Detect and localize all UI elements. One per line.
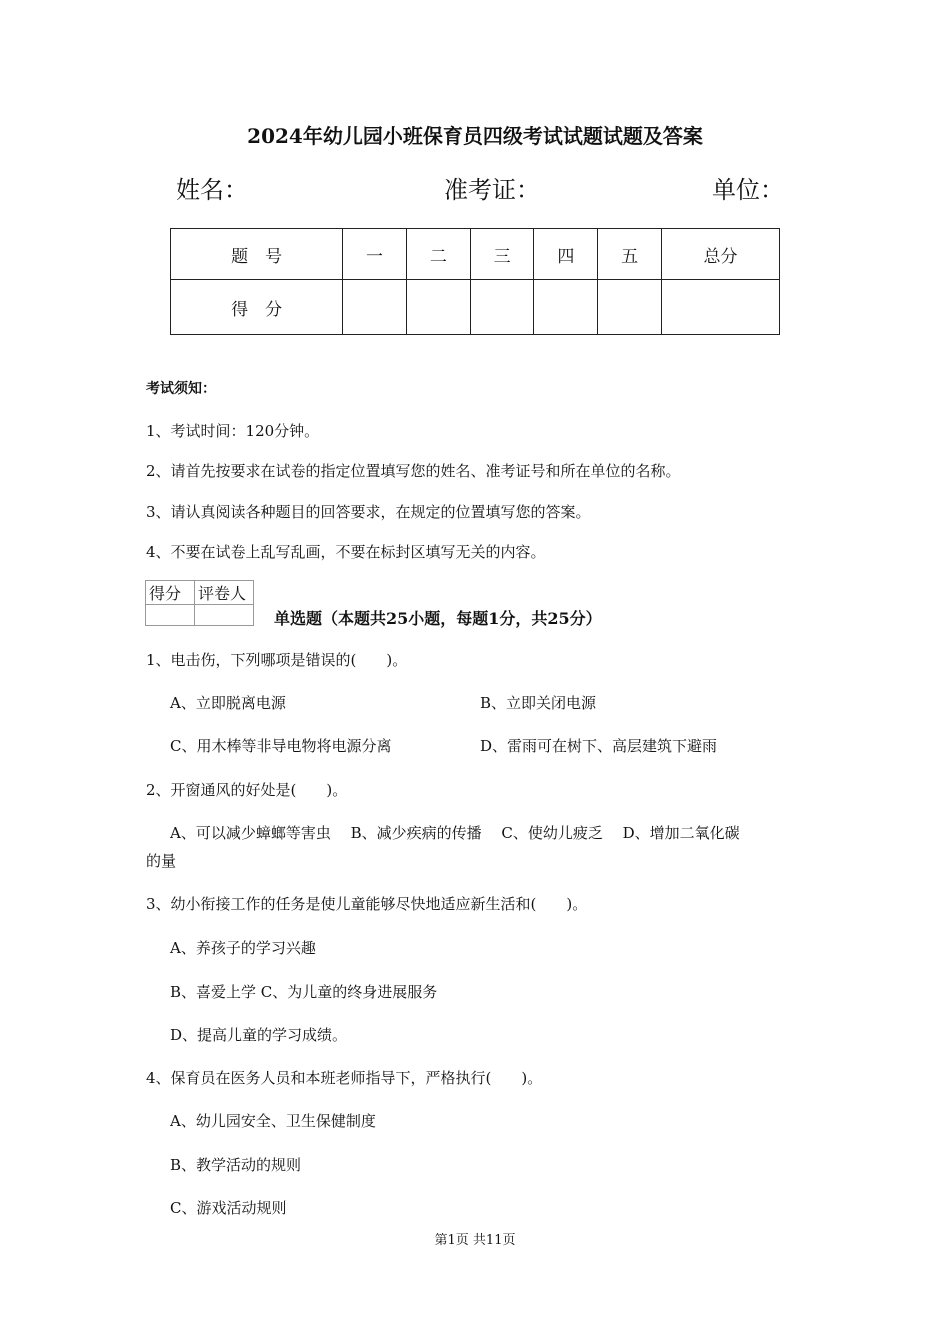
page-footer: 第1页 共11页 <box>434 1233 516 1248</box>
option-a: A、立即脱离电源 <box>170 694 286 712</box>
notice-item: 4、不要在试卷上乱写乱画，不要在标封区填写无关的内容。 <box>146 543 546 561</box>
score-header-cell: 五 <box>598 229 662 280</box>
section-title: 单选题（本题共25小题，每题1分，共25分） <box>274 609 602 628</box>
notice-item: 1、考试时间：120分钟。 <box>146 422 320 440</box>
score-table <box>170 228 780 335</box>
option-a: A、养孩子的学习兴趣 <box>170 939 316 957</box>
option-c: C、用木棒等非导电物将电源分离 <box>170 737 392 755</box>
page-title: 2024年幼儿园小班保育员四级考试试题试题及答案 <box>247 124 703 148</box>
option-bc: B、喜爱上学 C、为儿童的终身进展服务 <box>170 983 438 1001</box>
score-header-cell: 一 <box>343 229 407 280</box>
question-stem: 4、保育员在医务人员和本班老师指导下，严格执行( )。 <box>146 1069 543 1087</box>
score-header-cell: 总分 <box>662 229 780 280</box>
question-stem: 3、幼小衔接工作的任务是使儿童能够尽快地适应新生活和( )。 <box>146 895 588 913</box>
grader-score-label: 得分 <box>146 581 195 605</box>
options-line-wrap: 的量 <box>146 852 177 870</box>
option-a: A、幼儿园安全、卫生保健制度 <box>170 1112 376 1130</box>
score-table-header-row <box>171 229 780 280</box>
option-d: D、提高儿童的学习成绩。 <box>170 1026 348 1044</box>
grader-box <box>145 580 254 626</box>
option-b: B、教学活动的规则 <box>170 1156 302 1174</box>
score-header-cell: 四 <box>534 229 598 280</box>
name-label: 姓名： <box>176 176 248 204</box>
notice-title: 考试须知： <box>146 381 216 397</box>
notice-item: 3、请认真阅读各种题目的回答要求，在规定的位置填写您的答案。 <box>146 503 591 521</box>
unit-label: 单位： <box>712 176 784 204</box>
score-header-cell: 题 号 <box>171 229 343 280</box>
score-cell[interactable] <box>534 280 598 335</box>
score-cell[interactable] <box>406 280 470 335</box>
options-line: A、可以减少蟑螂等害虫 B、减少疾病的传播 C、使幼儿疲乏 D、增加二氧化碳 <box>170 824 740 842</box>
exam-id-label: 准考证： <box>444 176 540 204</box>
score-cell[interactable] <box>343 280 407 335</box>
score-cell[interactable] <box>662 280 780 335</box>
score-header-cell: 二 <box>406 229 470 280</box>
grader-name-cell[interactable] <box>195 605 254 626</box>
score-header-cell: 三 <box>470 229 534 280</box>
notice-item: 2、请首先按要求在试卷的指定位置填写您的姓名、准考证号和所在单位的名称。 <box>146 462 681 480</box>
option-d: D、雷雨可在树下、高层建筑下避雨 <box>480 737 718 755</box>
option-c: C、游戏活动规则 <box>170 1199 287 1217</box>
score-table-score-row <box>171 280 780 335</box>
grader-name-label: 评卷人 <box>195 581 254 605</box>
grader-score-cell[interactable] <box>146 605 195 626</box>
question-stem: 2、开窗通风的好处是( )。 <box>146 781 348 799</box>
score-cell[interactable] <box>470 280 534 335</box>
score-cell[interactable] <box>598 280 662 335</box>
question-stem: 1、电击伤，下列哪项是错误的( )。 <box>146 651 408 669</box>
option-b: B、立即关闭电源 <box>480 694 597 712</box>
score-row-label: 得 分 <box>171 280 343 335</box>
